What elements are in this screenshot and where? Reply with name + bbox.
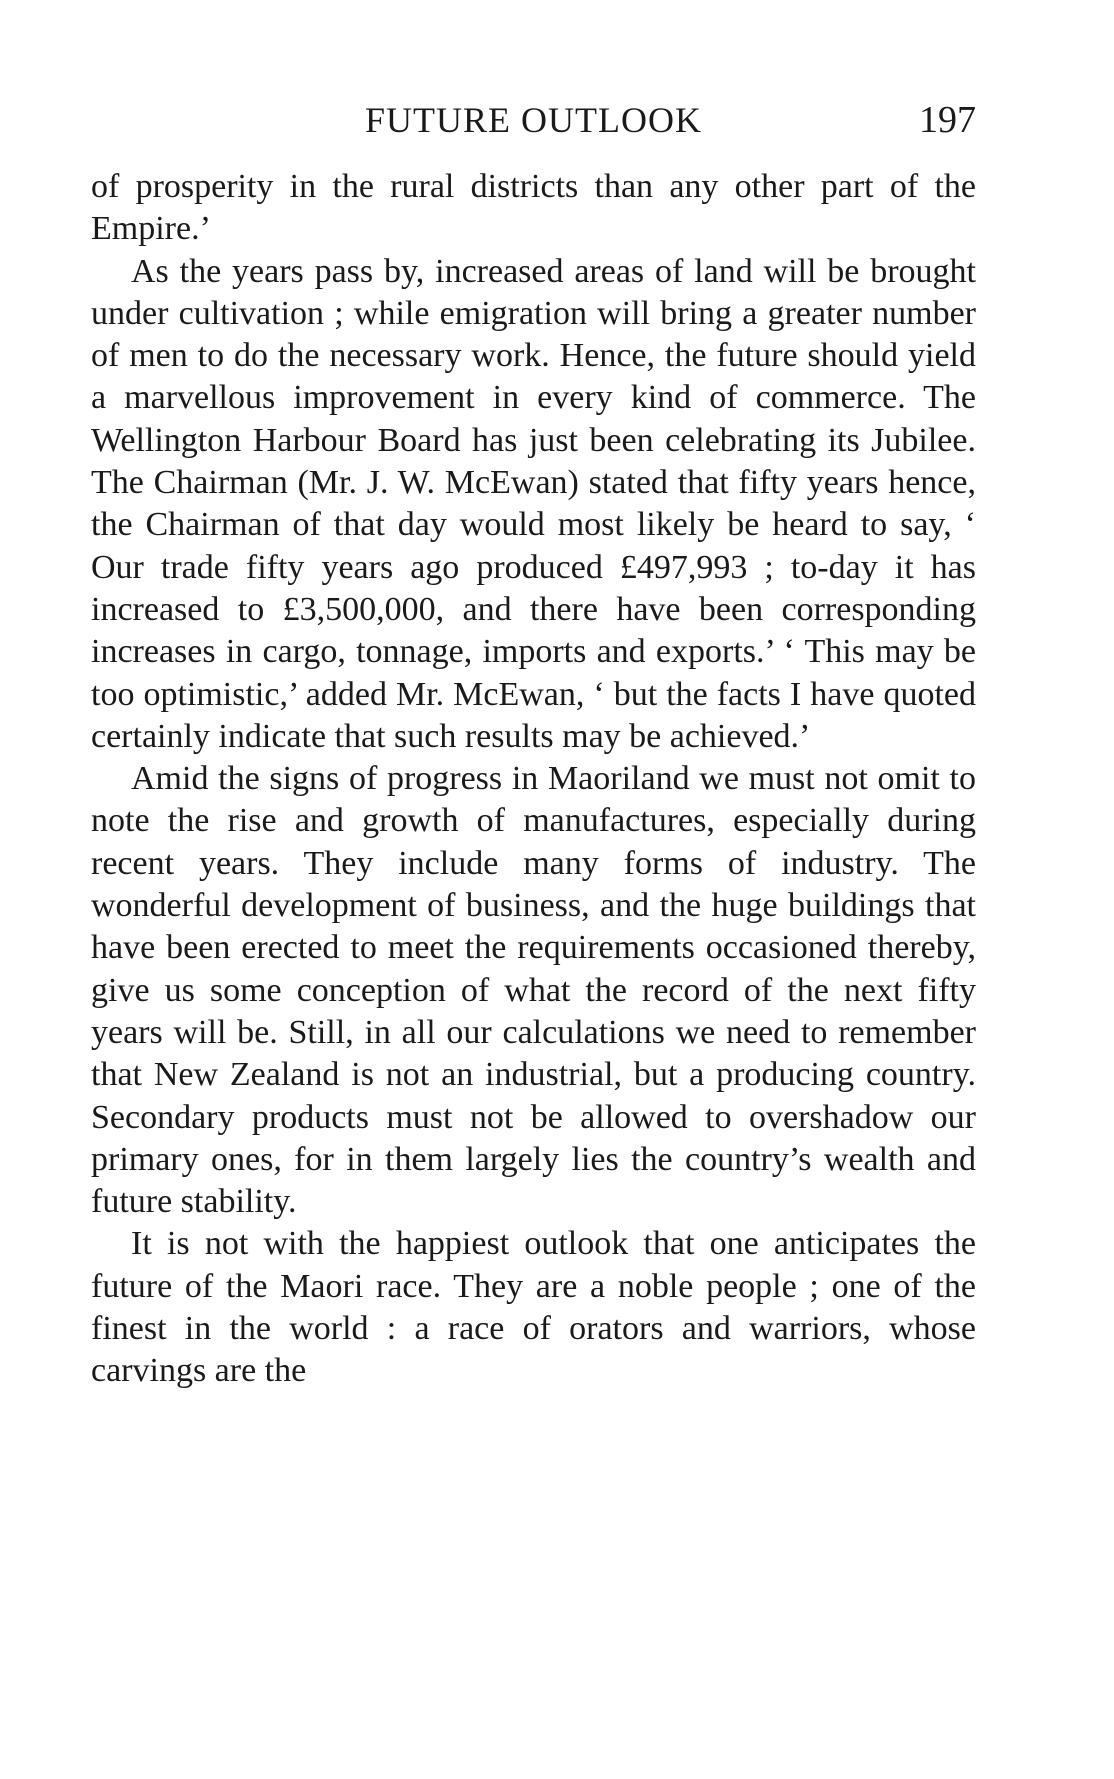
body-text — [91, 166, 976, 1393]
paragraph: of prosperity in the rural districts than any other part of the Empire.’ — [91, 168, 976, 248]
paragraph: As the years pass by, increased areas of land will be brought under cultivation ; while emigration will bring a greater number of men to do the necessary work. Hence, the future should yield a marvellous improvement in every kind of commerce. The Wellington Harbour Board has just been celebrating its Jubilee. The Chairman (Mr. J. W. McEwan) stated that fifty years hence, the Chairman of that day would most likely be heard to say, ‘ Our trade fifty years ago produced £497,993 ; to-day it has increased to £3,500,000, and there have been corresponding increases in cargo, tonnage, imports and exports.’ ‘ This may be too optimistic,’ added Mr. McEwan, ‘ but the facts I have quoted certainly indicate that such results may be achieved.’ — [91, 252, 976, 755]
page-number: 197 — [919, 99, 976, 141]
running-title: FUTURE OUTLOOK — [365, 100, 702, 140]
paragraph: It is not with the happiest outlook that one anticipates the future of the Maori race. They are a noble people ; one of the finest in the world : a race of orators and warriors, whose carvings are the — [91, 1225, 976, 1390]
page-header — [91, 96, 976, 144]
paragraph: Amid the signs of progress in Maoriland we must not omit to note the rise and growth of manufactures, especially during recent years. They include many forms of industry. The wonderful development of business, and the huge buildings that have been erected to meet the requirements occasioned thereby, give us some conception of what the record of the next fifty years will be. Still, in all our calculations we need to remember that New Zealand is not an industrial, but a producing country. Secondary products must not be allowed to overshadow our primary ones, for in them largely lies the country’s wealth and future stability. — [91, 760, 976, 1221]
